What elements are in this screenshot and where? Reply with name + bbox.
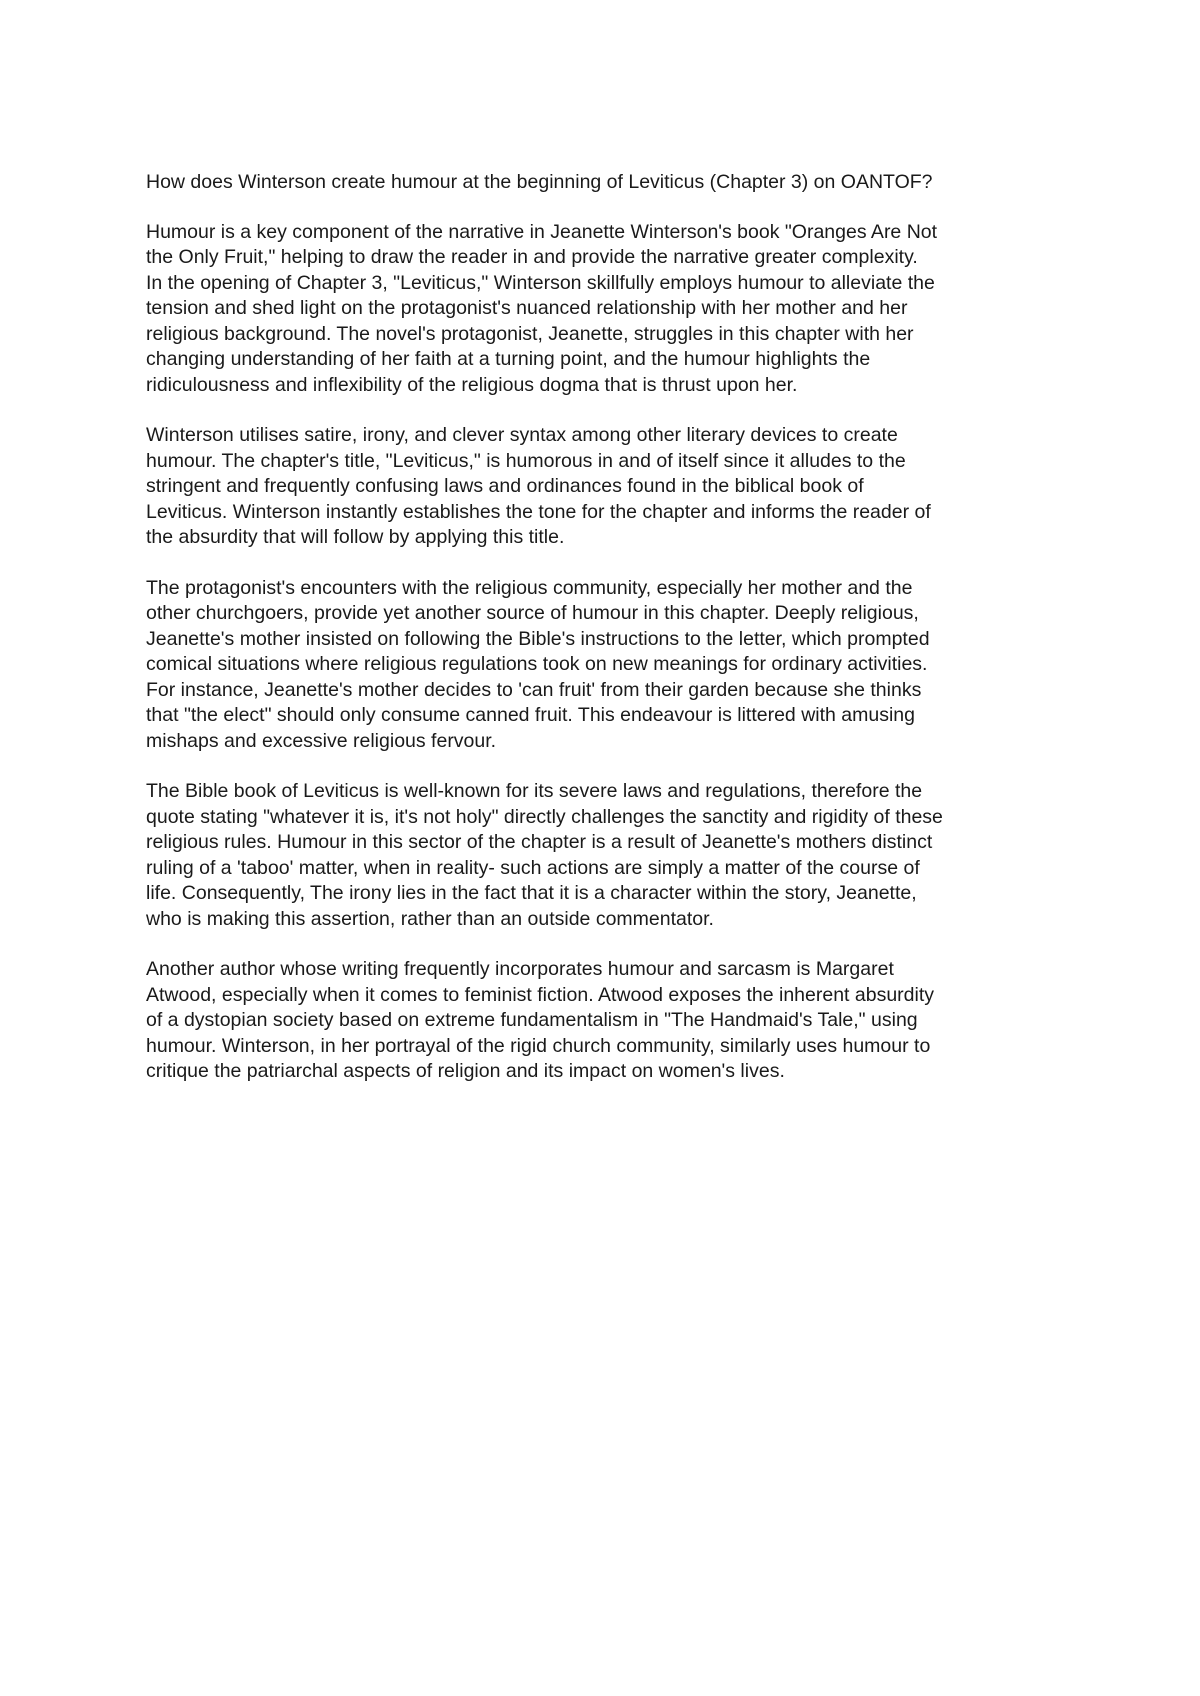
paragraph-introduction: Humour is a key component of the narrative in Jeanette Winterson's book "Oranges Are Not the Only Fruit," helping to draw the reader in and provide the narrative greater complexity. In the opening of Chapter 3, "Leviticus," Winterson skillfully employs humour to alleviate the tension and shed light on the protagonist's nuanced relationship with her mother and her religious background. The novel's protagonist, Jeanette, struggles in this chapter with her changing understanding of her faith at a turning point, and the humour highlights the ridiculousness and inflexibility of the religious dogma that is thrust upon her. [146, 220, 938, 396]
paragraph-literary-devices: Winterson utilises satire, irony, and clever syntax among other literary devices to create humour. The chapter's title, "Leviticus," is humorous in and of itself since it alludes to the stringent and frequently confusing laws and ordinances found in the biblical book of Leviticus. Winterson instantly establishes the tone for the chapter and informs the reader of the absurdity that will follow by applying this title. [146, 424, 931, 548]
paragraph-atwood-comparison: Another author whose writing frequently incorporates humour and sarcasm is Margaret Atwood, especially when it comes to feminist fiction. Atwood exposes the inherent absurdity of a dystopian society based on extreme fundamentalism in "The Handmaid's Tale," using humour. Winterson, in her portrayal of the rigid church community, similarly uses humour to critique the patriarchal aspects of religion and its impact on women's lives. [146, 958, 934, 1082]
paragraph-religious-community: The protagonist's encounters with the religious community, especially her mother and the other churchgoers, provide yet another source of humour in this chapter. Deeply religious, Jeanette's mother insisted on following the Bible's instructions to the letter, which prompted comical situations where religious regulations took on new meanings for ordinary activities. For instance, Jeanette's mother decides to 'can fruit' from their garden because she thinks that "the elect" should only consume canned fruit. This endeavour is littered with amusing mishaps and excessive religious fervour. [146, 576, 930, 752]
paragraph-leviticus-quote: The Bible book of Leviticus is well-known for its severe laws and regulations, therefore the quote stating "whatever it is, it's not holy" directly challenges the sanctity and rigidity of these religious rules. Humour in this sector of the chapter is a result of Jeanette's mothers distinct ruling of a 'taboo' matter, when in reality- such actions are simply a matter of the course of life. Consequently, The irony lies in the fact that it is a character within the story, Jeanette, who is making this assertion, rather than an outside commentator. [146, 780, 943, 930]
essay-question: How does Winterson create humour at the beginning of Leviticus (Chapter 3) on OANTOF? [146, 171, 933, 193]
document-page [146, 170, 1076, 1110]
